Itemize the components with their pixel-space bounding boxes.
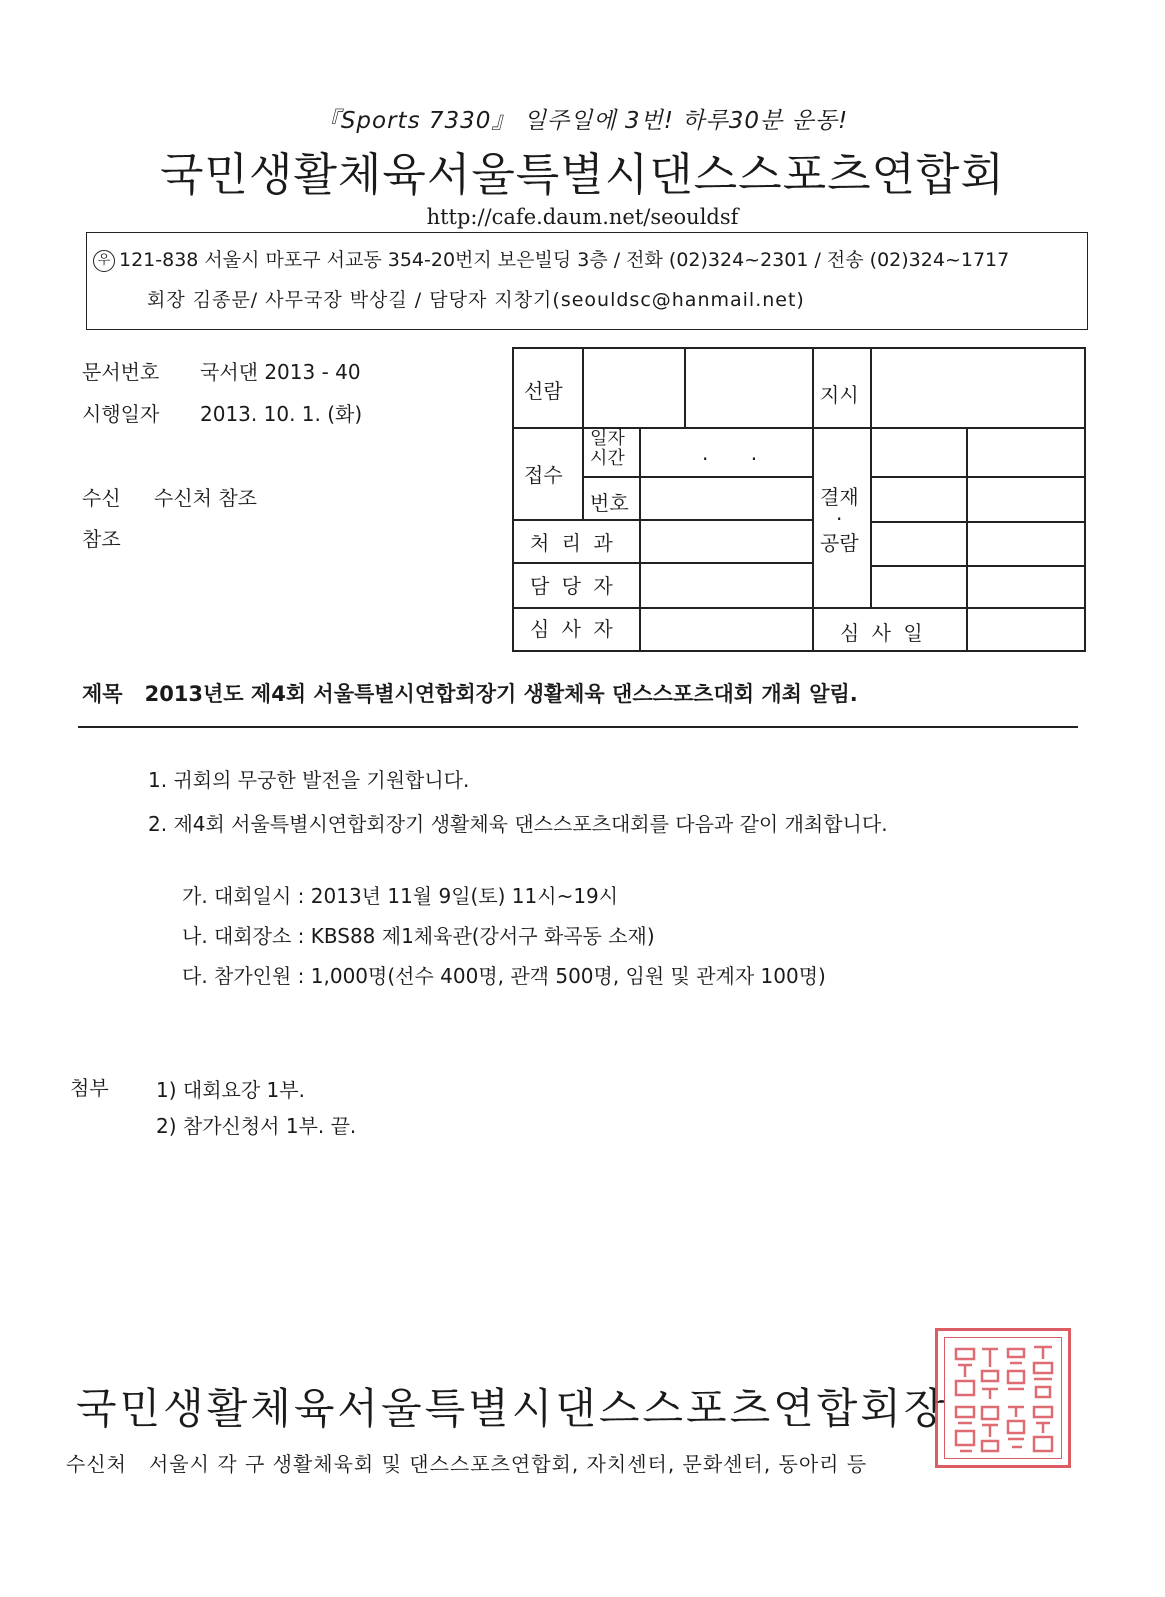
staff-contact-line: 회장 김종문/ 사무국장 박상길 / 담당자 지창기(seouldsc@hanmail.net) bbox=[147, 289, 805, 311]
receipt-date-dots: . . bbox=[702, 441, 776, 465]
address-box bbox=[86, 232, 1088, 330]
subject-line bbox=[82, 678, 858, 708]
recipient-label: 수신 bbox=[82, 486, 121, 510]
recipients-value: 서울시 각 구 생활체육회 및 댄스스포츠연합회, 자치센터, 문화센터, 동아리 등 bbox=[148, 1452, 868, 1476]
jeopsu-label: 접수 bbox=[524, 463, 563, 487]
address-line bbox=[93, 245, 1009, 272]
recipients-row bbox=[66, 1448, 867, 1477]
seal-glyph-pattern-icon bbox=[938, 1331, 1074, 1471]
doc-number-row bbox=[82, 356, 361, 385]
approval-table bbox=[512, 347, 1086, 652]
recipient-row bbox=[82, 482, 257, 511]
org-title: 국민생활체육서울특별시댄스스포츠연합회 bbox=[160, 148, 1005, 201]
body-sub-b: 나. 대회장소 : KBS88 제1체육관(강서구 화곡동 소재) bbox=[182, 924, 655, 948]
body-sub-c: 다. 참가인원 : 1,000명(선수 400명, 관객 500명, 임원 및 관계자 100명) bbox=[182, 964, 826, 988]
subject-label: 제목 bbox=[82, 682, 123, 706]
doc-number-label: 문서번호 bbox=[82, 360, 160, 384]
seollam-label: 선람 bbox=[524, 379, 563, 403]
gyeoljae-bullet: · bbox=[836, 507, 843, 531]
damdangja-label: 담 당 자 bbox=[530, 574, 616, 598]
address-text: 121-838 서울시 마포구 서교동 354-20번지 보은빌딩 3층 / 전화 (02)324~2301 / 전송 (02)324~1717 bbox=[119, 249, 1010, 271]
subject-divider bbox=[78, 726, 1078, 728]
gyeoljae-label: 결재 bbox=[820, 485, 859, 509]
org-url[interactable]: http://cafe.daum.net/seouldsf bbox=[426, 205, 739, 229]
reference-label: 참조 bbox=[82, 527, 121, 551]
gongnam-label: 공람 bbox=[820, 531, 859, 555]
subject-text: 2013년도 제4회 서울특별시연합회장기 생활체육 댄스스포츠대회 개최 알림. bbox=[144, 682, 858, 706]
postal-mark-icon: 우 bbox=[93, 250, 115, 272]
doc-number-value: 국서댄 2013 - 40 bbox=[200, 360, 361, 384]
body-sub-a: 가. 대회일시 : 2013년 11월 9일(토) 11시~19시 bbox=[182, 884, 619, 908]
attachment-item-1: 1) 대회요강 1부. bbox=[156, 1078, 305, 1102]
simsail-label: 심 사 일 bbox=[840, 621, 926, 645]
issuer-title: 국민생활체육서울특별시댄스스포츠연합회장 bbox=[76, 1384, 948, 1433]
issue-date-row bbox=[82, 398, 362, 427]
jisi-label: 지시 bbox=[820, 383, 859, 407]
recipients-label: 수신처 bbox=[66, 1452, 127, 1476]
ilja-label: 일자 bbox=[590, 428, 625, 449]
issue-date-label: 시행일자 bbox=[82, 402, 160, 426]
official-seal-stamp bbox=[935, 1328, 1071, 1468]
issue-date-value: 2013. 10. 1. (화) bbox=[200, 402, 363, 426]
body-item-2: 2. 제4회 서울특별시연합회장기 생활체육 댄스스포츠대회를 다음과 같이 개최합니다. bbox=[148, 812, 888, 836]
cheorigwa-label: 처 리 과 bbox=[530, 531, 616, 555]
sigan-label: 시간 bbox=[590, 448, 625, 469]
simsaja-label: 심 사 자 bbox=[530, 617, 616, 641]
body-item-1: 1. 귀회의 무궁한 발전을 기원합니다. bbox=[148, 768, 470, 792]
slogan: 『Sports 7330』 일주일에 3번! 하루30분 운동! bbox=[316, 108, 849, 134]
recipient-value: 수신처 참조 bbox=[154, 486, 257, 510]
beonho-label: 번호 bbox=[590, 491, 629, 515]
attachments-label: 첨부 bbox=[70, 1076, 109, 1100]
attachment-item-2: 2) 참가신청서 1부. 끝. bbox=[156, 1114, 357, 1138]
